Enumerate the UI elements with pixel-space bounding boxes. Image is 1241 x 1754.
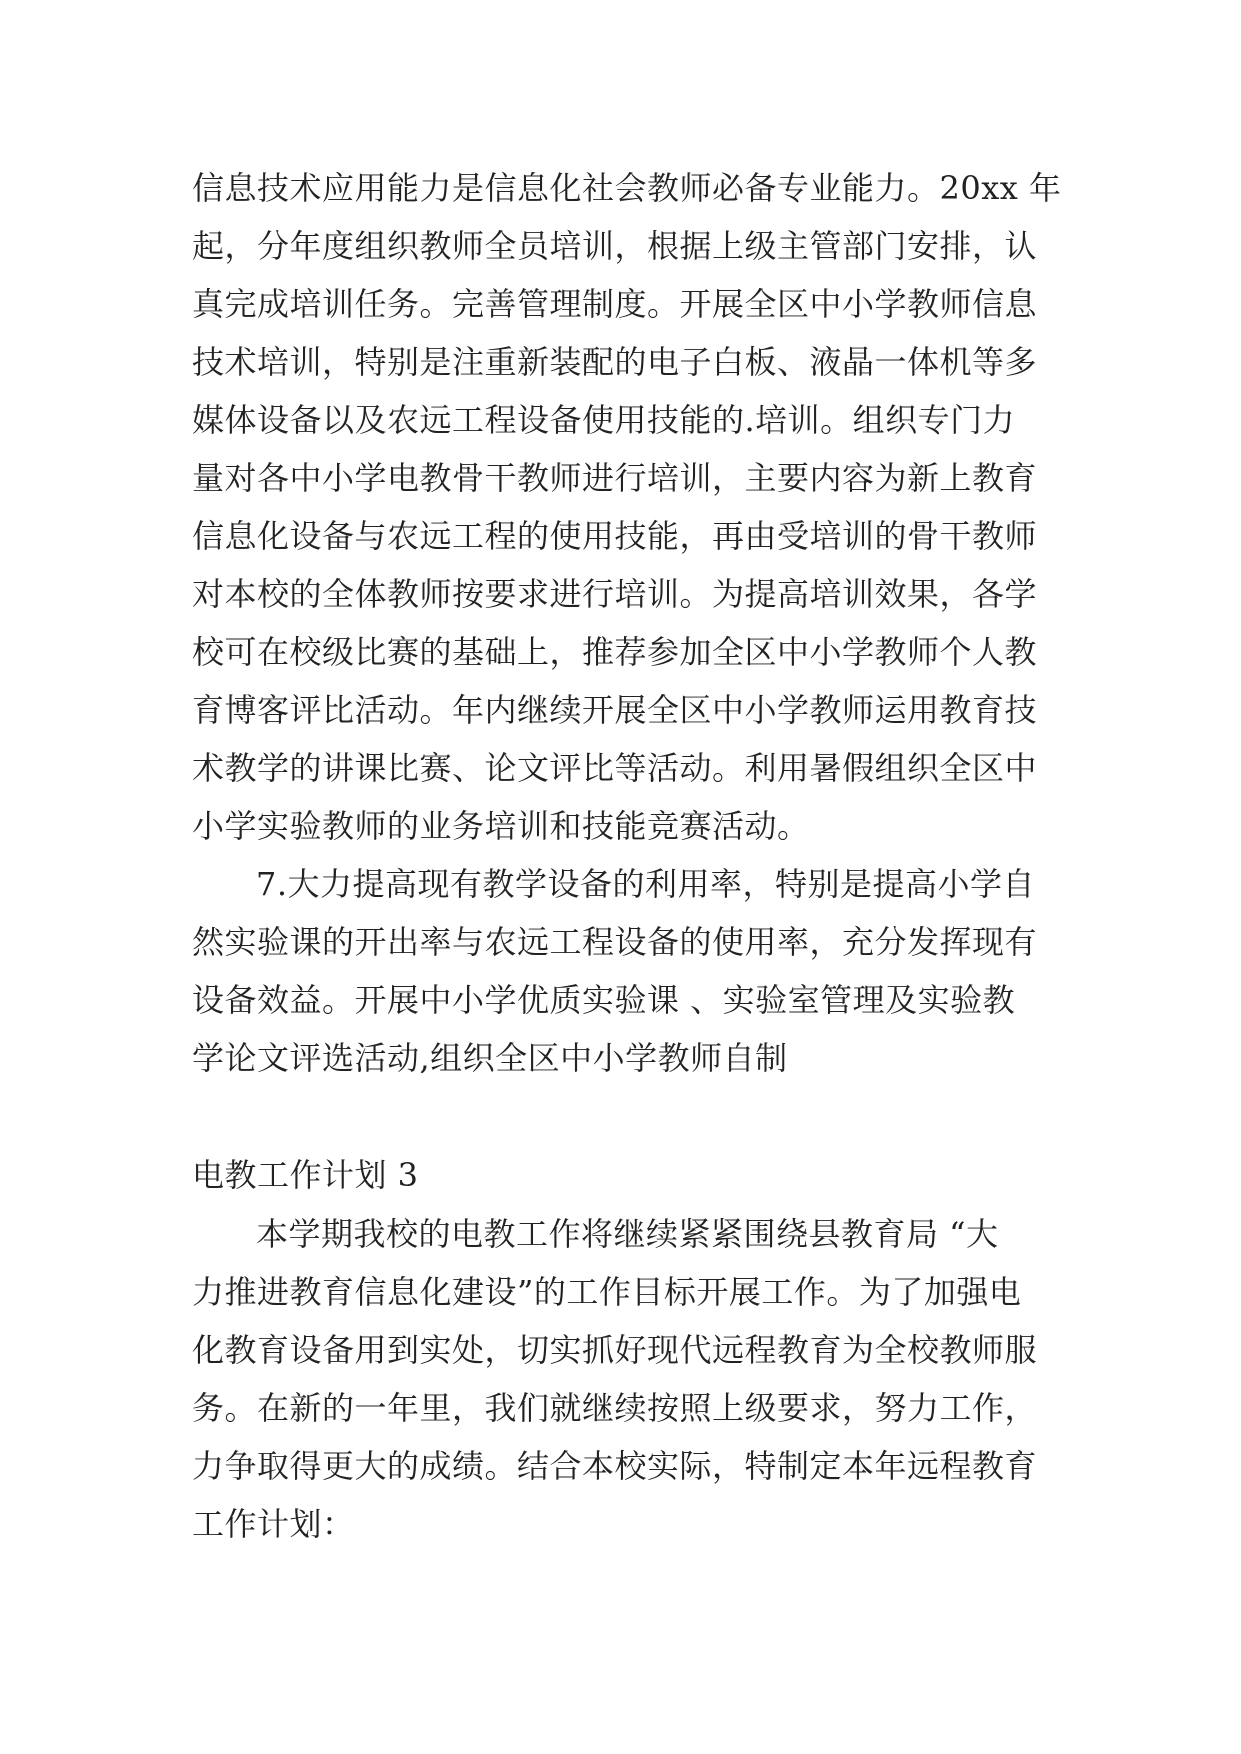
paragraph-line: 力争取得更大的成绩。结合本校实际，特制定本年远程教育 — [192, 1447, 1038, 1485]
paragraph-line: 技术培训，特别是注重新装配的电子白板、液晶一体机等多 — [192, 343, 1038, 381]
paragraph-line: 起，分年度组织教师全员培训，根据上级主管部门安排，认 — [192, 227, 1038, 265]
paragraph-line: 育博客评比活动。年内继续开展全区中小学教师运用教育技 — [192, 691, 1038, 729]
paragraph-line: 媒体设备以及农远工程设备使用技能的.培训。组织专门力 — [192, 401, 1016, 439]
paragraph-line: 小学实验教师的业务培训和技能竞赛活动。 — [192, 807, 810, 845]
paragraph-line: 学论文评选活动,组织全区中小学教师自制 — [192, 1039, 788, 1077]
paragraph-line: 术教学的讲课比赛、论文评比等活动。利用暑假组织全区中 — [192, 749, 1038, 787]
paragraph-line: 真完成培训任务。完善管理制度。开展全区中小学教师信息 — [192, 285, 1038, 323]
paragraph-line: 校可在校级比赛的基础上，推荐参加全区中小学教师个人教 — [192, 633, 1038, 671]
paragraph-line: 7.大力提高现有教学设备的利用率，特别是提高小学自 — [256, 865, 1036, 903]
paragraph-line: 务。在新的一年里，我们就继续按照上级要求，努力工作， — [192, 1389, 1038, 1427]
paragraph-line: 设备效益。开展中小学优质实验课 、实验室管理及实验教 — [192, 981, 1016, 1019]
paragraph-line: 然实验课的开出率与农远工程设备的使用率，充分发挥现有 — [192, 923, 1038, 961]
paragraph-line: 工作计划： — [192, 1505, 355, 1543]
paragraph-line: 力推进教育信息化建设”的工作目标开展工作。为了加强电 — [192, 1273, 1022, 1311]
paragraph-line: 化教育设备用到实处，切实抓好现代远程教育为全校教师服 — [192, 1331, 1038, 1369]
paragraph-line: 信息技术应用能力是信息化社会教师必备专业能力。20xx 年 — [192, 169, 1062, 207]
paragraph-line: 信息化设备与农远工程的使用技能，再由受培训的骨干教师 — [192, 517, 1038, 555]
paragraph-line: 本学期我校的电教工作将继续紧紧围绕县教育局 “大 — [256, 1215, 999, 1253]
paragraph-line: 对本校的全体教师按要求进行培训。为提高培训效果，各学 — [192, 575, 1038, 613]
paragraph-line: 量对各中小学电教骨干教师进行培训，主要内容为新上教育 — [192, 459, 1038, 497]
section-heading: 电教工作计划 3 — [192, 1156, 419, 1194]
